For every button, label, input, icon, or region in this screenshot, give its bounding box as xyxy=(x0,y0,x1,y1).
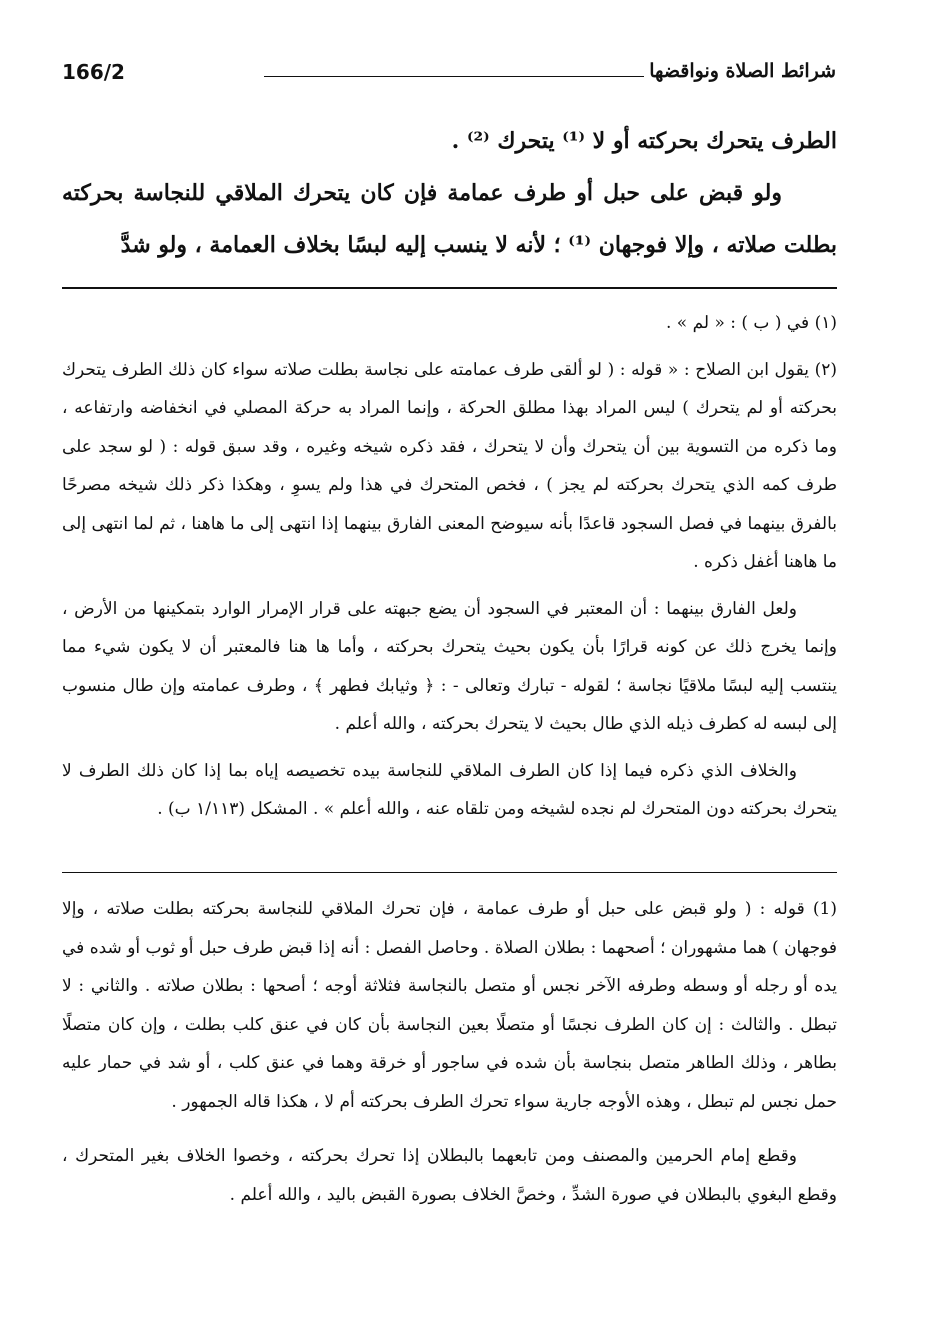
header-rule xyxy=(264,76,644,77)
page-number: 166/2 xyxy=(62,60,125,84)
footnotes-bottom xyxy=(62,890,837,1214)
bottom-footnote-1: (1) قوله : ( ولو قبض على حبل أو طرف عمامة ، فإن تحرك الملاقي للنجاسة بحركته بطلت صلاته ، وإلا فوجهان ) هما مشهوران ؛ أصحهما : بطلان الصلاة . وحاصل الفصل : أنه إذا قبض طرف حبل أو ثوب أو شده في يده أو رجله أو وسطه وطرفه الآخر نجس أو متصل بالنجاسة فثلاثة أوجه ؛ أصحها : بطلان صلاته . والثاني : لا تبطل . والثالث : إن كان الطرف نجسًا أو متصلًا بعين النجاسة بأن كان في عنق كلب بطلت ، وإن كان متصلًا بطاهر ، وذلك الطاهر متصل بنجاسة بأن شده في ساجور أو خرقة وهما في عنق كلب ، أو شد في حمار عليه حمل نجس لم تبطل ، وهذه الأوجه جارية سواء تحرك الطرف بحركته أم لا ، هكذا قاله الجمهور . xyxy=(62,899,837,1112)
bottom-footnote-1-continued: وقطع إمام الحرمين والمصنف ومن تابعهما بالبطلان إذا تحرك بحركته ، وخصوا الخلاف بغير المتحرك ، وقطع البغوي بالبطلان في صورة الشدِّ ، وخصَّ الخلاف بصورة القبض باليد ، والله أعلم . xyxy=(62,1146,837,1205)
footnote-1: (١) في ( ب ) : « لم » . xyxy=(665,313,837,333)
running-title: شرائط الصلاة ونواقضها xyxy=(649,60,836,82)
footnote-2-end: والخلاف الذي ذكره فيما إذا كان الطرف الملاقي للنجاسة بيده تخصيصه إياه بما إذا كان ذلك الطرف لا يتحرك بحركته دون المتحرك لم نجده لشيخه ومن تلقاه عنه ، والله أعلم » . المشكل (١/١١٣ ب) . xyxy=(62,760,837,819)
main-paragraph-2: ولو قبض على حبل أو طرف عمامة فإن كان يتحرك الملاقي للنجاسة بحركته بطلت صلاته ، وإلا فوجهان ⁽¹⁾ ؛ لأنه لا ينسب إليه لبسًا بخلاف العمامة ، ولو شدَّ xyxy=(62,180,837,258)
footnote-separator xyxy=(62,872,837,873)
footnote-2: (٢) يقول ابن الصلاح : « قوله : ( لو ألقى طرف عمامته على نجاسة بطلت صلاته سواء كان ذلك الطرف يتحرك بحركته أو لم يتحرك ) ليس المراد بهذا مطلق الحركة ، وإنما المراد به حركة المصلي في انخفاضه وارتفاعه ، وما ذكره من التسوية بين أن يتحرك وأن لا يتحرك ، فقد ذكره شيخه وغيره ، وقد سبق قوله : ( لو سجد على طرف كمه الذي يتحرك بحركته لم يجز ) ، فخص المتحرك في هذا ولم يسوِ ، وهكذا ذكر ذلك شيخه مصرحًا بالفرق بينهما في فصل السجود قاعدًا بأنه سيوضح المعنى الفارق بينهما إذا انتهى إلى ما هاهنا ، ثم لما انتهى إلى ما هاهنا أغفل ذكره . xyxy=(62,359,837,572)
main-text xyxy=(62,115,837,271)
main-line-1: الطرف يتحرك بحركته أو لا ⁽¹⁾ يتحرك ⁽²⁾ . xyxy=(451,128,837,154)
footnotes-top xyxy=(62,296,837,829)
running-header xyxy=(62,60,836,90)
footnote-2-continued: ولعل الفارق بينهما : أن المعتبر في السجود أن يضع جبهته على قرار الإمرار الوارد بتمكينها من الأرض ، وإنما يخرج ذلك عن كونه قرارًا بأن يكون بحيث يتحرك بحركته ، وأما ها هنا فالمعتبر أن لا يكون شيء مما ينتسب إليه لبسًا ملاقيًا نجاسة ؛ لقوله - تبارك وتعالى - : ﴿ وثيابك فطهر ﴾ ، وطرف عمامته وإن طال منسوب إلى لبسه له كطرف ذيله الذي طال بحيث لا يتحرك بحركته ، والله أعلم . xyxy=(62,598,837,734)
main-text-separator xyxy=(62,287,837,289)
